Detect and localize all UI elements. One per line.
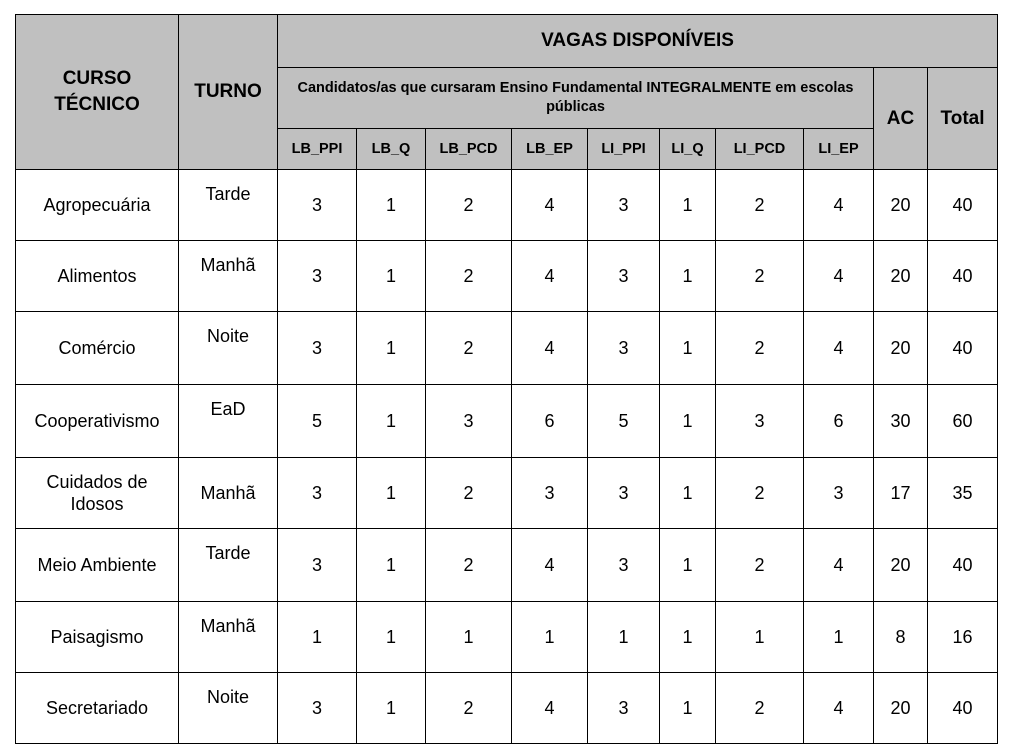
header-li-ep: LI_EP: [804, 129, 874, 170]
cell-li-ppi: 3: [588, 673, 660, 744]
header-turno: TURNO: [179, 15, 278, 170]
cell-turno: Noite: [179, 673, 278, 744]
table-row: [16, 241, 998, 312]
header-ac: AC: [874, 68, 928, 170]
cell-lb-pcd: 2: [426, 529, 512, 602]
cell-li-ep: 4: [804, 529, 874, 602]
table-row: [16, 312, 998, 385]
cell-lb-pcd: 2: [426, 458, 512, 529]
header-lb-ep: LB_EP: [512, 129, 588, 170]
cell-li-ep: 4: [804, 170, 874, 241]
cell-lb-ppi: 3: [278, 170, 357, 241]
cell-lb-q: 1: [357, 673, 426, 744]
cell-turno: Tarde: [179, 529, 278, 602]
cell-li-ppi: 1: [588, 602, 660, 673]
cell-lb-pcd: 3: [426, 385, 512, 458]
cell-lb-q: 1: [357, 602, 426, 673]
cell-ac: 20: [874, 312, 928, 385]
cell-lb-ppi: 3: [278, 241, 357, 312]
cell-lb-ep: 4: [512, 529, 588, 602]
cell-lb-pcd: 2: [426, 673, 512, 744]
cell-li-pcd: 2: [716, 170, 804, 241]
cell-li-pcd: 3: [716, 385, 804, 458]
cell-curso: Alimentos: [16, 241, 179, 312]
table-row: [16, 529, 998, 602]
header-total: Total: [928, 68, 998, 170]
cell-li-ep: 1: [804, 602, 874, 673]
cell-li-q: 1: [660, 602, 716, 673]
cell-lb-ep: 4: [512, 241, 588, 312]
header-candidatos: Candidatos/as que cursaram Ensino Fundamental INTEGRALMENTE em escolas públicas: [278, 68, 874, 129]
cell-lb-ep: 1: [512, 602, 588, 673]
cell-ac: 17: [874, 458, 928, 529]
cell-lb-ppi: 3: [278, 673, 357, 744]
cell-curso: Cooperativismo: [16, 385, 179, 458]
header-lb-pcd: LB_PCD: [426, 129, 512, 170]
cell-li-ep: 4: [804, 312, 874, 385]
cell-lb-ppi: 3: [278, 458, 357, 529]
cell-lb-pcd: 2: [426, 312, 512, 385]
cell-li-q: 1: [660, 673, 716, 744]
cell-li-ppi: 3: [588, 170, 660, 241]
cell-total: 60: [928, 385, 998, 458]
cell-li-ep: 6: [804, 385, 874, 458]
cell-total: 40: [928, 529, 998, 602]
cell-li-ppi: 3: [588, 312, 660, 385]
cell-curso: Cuidados de Idosos: [16, 458, 179, 529]
cell-li-q: 1: [660, 170, 716, 241]
header-li-pcd: LI_PCD: [716, 129, 804, 170]
cell-total: 35: [928, 458, 998, 529]
cell-li-q: 1: [660, 241, 716, 312]
cell-lb-ppi: 5: [278, 385, 357, 458]
cell-li-ppi: 5: [588, 385, 660, 458]
cell-turno: Manhã: [179, 458, 278, 529]
cell-turno: Manhã: [179, 602, 278, 673]
cell-ac: 20: [874, 673, 928, 744]
header-vagas-disponiveis: VAGAS DISPONÍVEIS: [278, 15, 998, 68]
header-curso-tecnico: CURSO TÉCNICO: [16, 15, 179, 170]
cell-curso: Meio Ambiente: [16, 529, 179, 602]
cell-ac: 30: [874, 385, 928, 458]
cell-li-pcd: 1: [716, 602, 804, 673]
cell-lb-q: 1: [357, 170, 426, 241]
cell-curso: Agropecuária: [16, 170, 179, 241]
table-row: [16, 385, 998, 458]
cell-lb-q: 1: [357, 458, 426, 529]
cell-turno: Noite: [179, 312, 278, 385]
cell-li-ppi: 3: [588, 529, 660, 602]
cell-curso: Paisagismo: [16, 602, 179, 673]
cell-li-ppi: 3: [588, 458, 660, 529]
cell-li-pcd: 2: [716, 312, 804, 385]
cell-lb-ep: 4: [512, 312, 588, 385]
cell-lb-q: 1: [357, 529, 426, 602]
table-row: [16, 602, 998, 673]
cell-li-ppi: 3: [588, 241, 660, 312]
cell-li-q: 1: [660, 529, 716, 602]
cell-turno: EaD: [179, 385, 278, 458]
header-lb-ppi: LB_PPI: [278, 129, 357, 170]
cell-li-ep: 3: [804, 458, 874, 529]
cell-total: 40: [928, 241, 998, 312]
header-li-ppi: LI_PPI: [588, 129, 660, 170]
cell-lb-ep: 6: [512, 385, 588, 458]
cell-li-q: 1: [660, 312, 716, 385]
cell-lb-pcd: 1: [426, 602, 512, 673]
cell-total: 16: [928, 602, 998, 673]
cell-curso: Comércio: [16, 312, 179, 385]
table-row: [16, 170, 998, 241]
table-row: [16, 673, 998, 744]
cell-lb-ep: 4: [512, 170, 588, 241]
cell-lb-q: 1: [357, 241, 426, 312]
cell-li-ep: 4: [804, 241, 874, 312]
cell-total: 40: [928, 170, 998, 241]
header-lb-q: LB_Q: [357, 129, 426, 170]
cell-curso: Secretariado: [16, 673, 179, 744]
cell-total: 40: [928, 673, 998, 744]
cell-lb-q: 1: [357, 312, 426, 385]
table-row: [16, 458, 998, 529]
cell-lb-ppi: 3: [278, 312, 357, 385]
cell-ac: 8: [874, 602, 928, 673]
cell-li-pcd: 2: [716, 673, 804, 744]
cell-li-pcd: 2: [716, 529, 804, 602]
cell-li-pcd: 2: [716, 241, 804, 312]
cell-total: 40: [928, 312, 998, 385]
cell-lb-ppi: 3: [278, 529, 357, 602]
cell-turno: Manhã: [179, 241, 278, 312]
cell-lb-ep: 4: [512, 673, 588, 744]
cell-lb-pcd: 2: [426, 170, 512, 241]
cell-li-q: 1: [660, 458, 716, 529]
cell-li-q: 1: [660, 385, 716, 458]
cell-ac: 20: [874, 529, 928, 602]
cell-lb-pcd: 2: [426, 241, 512, 312]
cell-li-pcd: 2: [716, 458, 804, 529]
cell-ac: 20: [874, 170, 928, 241]
cell-turno: Tarde: [179, 170, 278, 241]
cell-lb-ep: 3: [512, 458, 588, 529]
header-li-q: LI_Q: [660, 129, 716, 170]
cell-ac: 20: [874, 241, 928, 312]
cell-lb-q: 1: [357, 385, 426, 458]
vagas-table: [15, 14, 998, 744]
cell-lb-ppi: 1: [278, 602, 357, 673]
cell-li-ep: 4: [804, 673, 874, 744]
